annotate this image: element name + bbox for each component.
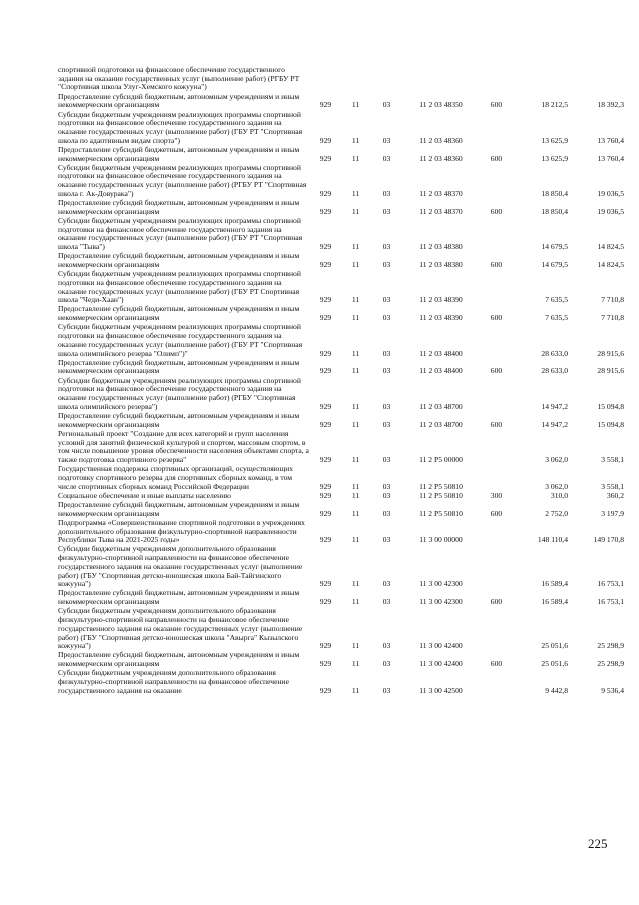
cell-rz: 11 xyxy=(351,366,360,376)
cell-vr: 600 xyxy=(490,259,503,269)
cell-ved: 929 xyxy=(319,597,332,607)
cell-name: Субсидии бюджетным учреждениям дополнительного образования физкультурно-спортивной направленности на финансовое обеспечение государственного задания на оказание xyxy=(58,668,289,695)
cell-name: Субсидии бюджетным учреждениям реализующих программы спортивной подготовки на финансовое обеспечение государственного задания на оказание государственных услуг (выполнение работ) (ГБУ РТ "Спортивная школа по адаптивным видам спорта") xyxy=(58,109,303,145)
table-row xyxy=(58,164,624,199)
cell-sum-1: 25 051,6 xyxy=(541,659,568,669)
cell-sum-1: 18 850,4 xyxy=(541,206,568,216)
cell-ved: 929 xyxy=(319,295,332,305)
table-row xyxy=(58,589,624,607)
page-number: 225 xyxy=(588,836,608,851)
cell-csr: 11 2 03 48700 xyxy=(419,401,463,411)
table-row xyxy=(58,501,624,519)
cell-rz: 11 xyxy=(351,242,360,252)
cell-sum-2: 19 036,5 xyxy=(597,188,624,198)
cell-pr: 03 xyxy=(382,153,391,163)
cell-sum-1 xyxy=(514,66,568,93)
cell-sum-2: 25 298,9 xyxy=(597,641,624,651)
table-row xyxy=(58,323,624,358)
cell-rz: 11 xyxy=(351,100,360,110)
cell-name: спортивной подготовки на финансовое обеспечение государственного задания на оказание государственных услуг (выполнение работ) (РГБУ РТ "Спортивная школа Улуг-Хемского кожууна") xyxy=(58,65,300,92)
cell-rz xyxy=(341,66,370,93)
cell-csr: 11 2 03 48350 xyxy=(419,100,463,110)
cell-sum-1: 18 850,4 xyxy=(541,188,568,198)
cell-csr: 11 2 P5 50810 xyxy=(419,481,463,491)
cell-csr: 11 2 03 48360 xyxy=(419,135,463,145)
cell-sum-1: 14 947,2 xyxy=(541,401,568,411)
table-row xyxy=(58,430,624,465)
table-row xyxy=(58,270,624,305)
cell-ved: 929 xyxy=(319,579,332,589)
cell-csr: 11 3 00 00000 xyxy=(419,535,463,545)
cell-vr: 600 xyxy=(490,313,503,323)
cell-pr: 03 xyxy=(382,206,391,216)
cell-pr: 03 xyxy=(382,100,391,110)
cell-vr: 600 xyxy=(490,206,503,216)
cell-sum-2: 14 824,5 xyxy=(597,242,624,252)
cell-sum-2: 14 824,5 xyxy=(597,259,624,269)
cell-vr xyxy=(479,519,514,546)
table-row xyxy=(58,359,624,377)
cell-vr xyxy=(479,377,514,412)
cell-pr: 03 xyxy=(382,481,391,491)
cell-pr: 03 xyxy=(382,135,391,145)
cell-name: Предоставление субсидий бюджетным, автономным учреждениям и иным некоммерческим организациям xyxy=(58,410,300,429)
cell-rz: 11 xyxy=(351,259,360,269)
cell-rz: 11 xyxy=(351,401,360,411)
cell-sum-2: 13 760,4 xyxy=(597,153,624,163)
cell-vr: 600 xyxy=(490,508,503,518)
cell-ved: 929 xyxy=(319,259,332,269)
cell-pr: 03 xyxy=(382,401,391,411)
cell-ved: 929 xyxy=(319,641,332,651)
cell-vr xyxy=(479,323,514,358)
cell-sum-1: 14 679,5 xyxy=(541,242,568,252)
cell-sum-1: 13 625,9 xyxy=(541,153,568,163)
cell-name: Субсидии бюджетным учреждениям реализующих программы спортивной подготовки на финансовое обеспечение государственного задания на оказание государственных услуг (выполнение работ) (ГБУ РТ "Спортивная школа "Тыва") xyxy=(58,215,303,252)
cell-pr: 03 xyxy=(382,490,391,500)
cell-ved: 929 xyxy=(319,490,332,500)
cell-ved: 929 xyxy=(319,535,332,545)
cell-ved: 929 xyxy=(319,206,332,216)
table-body xyxy=(58,66,624,696)
cell-pr: 03 xyxy=(382,659,391,669)
cell-rz: 11 xyxy=(351,641,360,651)
cell-ved: 929 xyxy=(319,481,332,491)
cell-rz: 11 xyxy=(351,508,360,518)
cell-sum-2: 149 170,8 xyxy=(593,535,624,545)
cell-rz: 11 xyxy=(351,153,360,163)
cell-sum-2: 9 536,4 xyxy=(601,685,624,695)
cell-pr: 03 xyxy=(382,295,391,305)
cell-sum-2: 7 710,8 xyxy=(601,313,624,323)
table-row xyxy=(58,217,624,252)
cell-sum-2: 15 094,8 xyxy=(597,419,624,429)
table-row xyxy=(58,651,624,669)
cell-sum-1: 3 062,0 xyxy=(545,481,568,491)
cell-csr: 11 2 03 48400 xyxy=(419,366,463,376)
cell-ved: 929 xyxy=(319,401,332,411)
cell-pr: 03 xyxy=(382,313,391,323)
cell-sum-2: 3 197,9 xyxy=(601,508,624,518)
cell-name: Предоставление субсидий бюджетным, автономным учреждениям и иным некоммерческим организациям xyxy=(58,650,300,669)
cell-vr: 600 xyxy=(490,366,503,376)
cell-csr: 11 2 03 48390 xyxy=(419,313,463,323)
table-row xyxy=(58,199,624,217)
cell-rz: 11 xyxy=(351,206,360,216)
cell-csr: 11 2 03 48360 xyxy=(419,153,463,163)
cell-pr: 03 xyxy=(382,597,391,607)
cell-rz: 11 xyxy=(351,659,360,669)
cell-vr: 600 xyxy=(490,659,503,669)
cell-ved: 929 xyxy=(319,188,332,198)
table-row xyxy=(58,146,624,164)
cell-vr xyxy=(479,164,514,199)
cell-name: Подпрограмма «Совершенствование спортивной подготовки в учреждениях дополнительного образования физкультурно-спортивной направленности Республики Тыва на 2021-2025 годы» xyxy=(58,517,305,545)
cell-pr: 03 xyxy=(382,259,391,269)
cell-name: Региональный проект "Создание для всех категорий и групп населения условий для занятий физической культурой и спортом, массовым спортом, в том числе повышение уровня обеспеченности населения объектами спорта, а также подготовка спортивного резерва" xyxy=(58,428,309,464)
cell-name: Предоставление субсидий бюджетным, автономным учреждениям и иным некоммерческим организациям xyxy=(58,304,300,323)
cell-rz: 11 xyxy=(351,295,360,305)
cell-csr: 11 3 00 42300 xyxy=(419,597,463,607)
table-row xyxy=(58,545,624,589)
cell-name: Предоставление субсидий бюджетным, автономным учреждениям и иным некоммерческим организациям xyxy=(58,251,300,269)
cell-pr: 03 xyxy=(382,641,391,651)
cell-sum-1: 16 589,4 xyxy=(541,579,568,589)
cell-csr: 11 2 03 48370 xyxy=(419,206,463,216)
cell-ved: 929 xyxy=(319,153,332,163)
cell-pr: 03 xyxy=(382,188,391,198)
cell-ved: 929 xyxy=(319,419,332,429)
cell-ved: 929 xyxy=(319,348,332,358)
table-row xyxy=(58,377,624,412)
table-row xyxy=(58,111,624,146)
cell-sum-1: 16 589,4 xyxy=(541,597,568,607)
cell-name: Предоставление субсидий бюджетным, автономным учреждениям и иным некоммерческим организациям xyxy=(58,198,300,216)
cell-ved: 929 xyxy=(319,685,332,695)
cell-name: Предоставление субсидий бюджетным, автономным учреждениям и иным некоммерческим организациям xyxy=(58,588,300,607)
cell-rz: 11 xyxy=(351,135,360,145)
cell-pr: 03 xyxy=(382,242,391,252)
cell-sum-1: 14 679,5 xyxy=(541,259,568,269)
cell-vr xyxy=(479,111,514,146)
cell-pr: 03 xyxy=(382,419,391,429)
cell-rz: 11 xyxy=(351,419,360,429)
cell-vr: 300 xyxy=(490,490,503,500)
cell-sum-2: 360,2 xyxy=(606,490,624,500)
cell-csr: 11 2 03 48380 xyxy=(419,259,463,269)
cell-sum-1: 9 442,8 xyxy=(545,685,568,695)
cell-pr: 03 xyxy=(382,366,391,376)
table-row xyxy=(58,669,624,696)
budget-table xyxy=(58,66,624,696)
cell-vr: 600 xyxy=(490,153,503,163)
cell-sum-1: 7 635,5 xyxy=(545,295,568,305)
table-row xyxy=(58,519,624,546)
cell-sum-1: 25 051,6 xyxy=(541,641,568,651)
cell-pr: 03 xyxy=(382,535,391,545)
cell-pr: 03 xyxy=(382,685,391,695)
cell-ved: 929 xyxy=(319,659,332,669)
cell-vr: 600 xyxy=(490,597,503,607)
cell-name: Государственная поддержка спортивных организаций, осуществляющих подготовку спортивного резерва для спортивных сборных команд, в том числе спортивных сборных команд Российской Федерации xyxy=(58,464,294,491)
cell-rz: 11 xyxy=(351,579,360,589)
cell-csr: 11 2 03 48390 xyxy=(419,295,463,305)
table-row xyxy=(58,412,624,430)
cell-sum-1: 310,0 xyxy=(550,490,568,500)
cell-vr xyxy=(479,545,514,589)
cell-vr xyxy=(479,465,514,492)
cell-sum-2: 15 094,8 xyxy=(597,401,624,411)
cell-sum-2: 25 298,9 xyxy=(597,659,624,669)
cell-vr xyxy=(479,66,514,93)
cell-vr: 600 xyxy=(490,419,503,429)
cell-sum-2: 3 558,1 xyxy=(601,454,624,464)
cell-vr xyxy=(479,607,514,651)
cell-name: Субсидии бюджетным учреждениям реализующих программы спортивной подготовки на финансовое обеспечение государственного задания на оказание государственных услуг (выполнение работ) (РГБУ "Спортивная школа олимпийского резерва") xyxy=(58,375,301,411)
cell-csr: 11 2 P5 50810 xyxy=(419,490,463,500)
table-row xyxy=(58,252,624,270)
table-row xyxy=(58,66,624,93)
cell-sum-2: 3 558,1 xyxy=(601,481,624,491)
cell-name: Предоставление субсидий бюджетным, автономным учреждениям и иным некоммерческим организациям xyxy=(58,144,300,163)
table-row xyxy=(58,465,624,492)
cell-sum-2: 16 753,1 xyxy=(597,597,624,607)
cell-name: Предоставление субсидий бюджетным, автономным учреждениям и иным некоммерческим организациям xyxy=(58,91,300,110)
cell-rz: 11 xyxy=(351,597,360,607)
cell-csr: 11 2 03 48400 xyxy=(419,348,463,358)
cell-csr: 11 3 00 42500 xyxy=(419,685,463,695)
cell-ved: 929 xyxy=(319,366,332,376)
cell-ved: 929 xyxy=(319,508,332,518)
cell-sum-2: 18 392,3 xyxy=(597,100,624,110)
cell-vr xyxy=(479,430,514,465)
cell-ved: 929 xyxy=(319,454,332,464)
cell-csr: 11 2 P5 00000 xyxy=(419,454,463,464)
cell-csr xyxy=(403,66,479,93)
cell-csr: 11 2 03 48380 xyxy=(419,242,463,252)
cell-pr xyxy=(370,66,403,93)
cell-pr: 03 xyxy=(382,348,391,358)
cell-name: Социальное обеспечение и иные выплаты населению xyxy=(58,490,231,500)
cell-ved: 929 xyxy=(319,100,332,110)
cell-sum-2: 13 760,4 xyxy=(597,135,624,145)
cell-pr: 03 xyxy=(382,454,391,464)
table-row xyxy=(58,93,624,111)
cell-csr: 11 2 P5 50810 xyxy=(419,508,463,518)
cell-sum-2: 28 915,6 xyxy=(597,348,624,358)
cell-ved: 929 xyxy=(319,313,332,323)
cell-sum-2: 16 753,1 xyxy=(597,579,624,589)
cell-name: Субсидии бюджетным учреждениям дополнительного образования физкультурно-спортивной направленности на финансовое обеспечение государственного задания на оказание государственных услуг (выполнение работ) (ГБУ "Спортивная детско-юношеская школа "Авырга" Кызылского кожууна") xyxy=(58,606,303,651)
cell-rz: 11 xyxy=(351,685,360,695)
cell-sum-2: 7 710,8 xyxy=(601,295,624,305)
cell-rz: 11 xyxy=(351,481,360,491)
cell-sum-1: 3 062,0 xyxy=(545,454,568,464)
cell-vr xyxy=(479,270,514,305)
cell-vr xyxy=(479,669,514,696)
cell-rz: 11 xyxy=(351,535,360,545)
cell-ved: 929 xyxy=(319,135,332,145)
table-row xyxy=(58,607,624,651)
cell-csr: 11 3 00 42400 xyxy=(419,659,463,669)
cell-sum-2 xyxy=(568,66,624,93)
cell-sum-1: 13 625,9 xyxy=(541,135,568,145)
cell-sum-1: 28 633,0 xyxy=(541,348,568,358)
cell-ved: 929 xyxy=(319,242,332,252)
cell-name: Субсидии бюджетным учреждениям реализующих программы спортивной подготовки на финансовое обеспечение государственного задания на оказание государственных услуг (выполнение работ) (ГБУ РТ Спортивная школа "Чеди-Хаан") xyxy=(58,269,301,305)
cell-sum-1: 7 635,5 xyxy=(545,313,568,323)
cell-rz: 11 xyxy=(351,313,360,323)
cell-vr xyxy=(479,217,514,252)
cell-csr: 11 3 00 42300 xyxy=(419,579,463,589)
cell-name: Субсидии бюджетным учреждениям дополнительного образования физкультурно-спортивной направленности на финансовое обеспечение государственного задания на оказание государственных услуг (выполнение работ) (ГБУ "Спортивная детско-юношеская школа Бай-Тайгинского кожууна") xyxy=(58,544,303,589)
cell-pr: 03 xyxy=(382,508,391,518)
cell-sum-1: 28 633,0 xyxy=(541,366,568,376)
cell-csr: 11 2 03 48700 xyxy=(419,419,463,429)
cell-name: Предоставление субсидий бюджетным, автономным учреждениям и иным некоммерческим организациям xyxy=(58,499,300,518)
cell-pr: 03 xyxy=(382,579,391,589)
cell-sum-2: 28 915,6 xyxy=(597,366,624,376)
cell-name: Субсидии бюджетным учреждениям реализующих программы спортивной подготовки на финансовое обеспечение государственного задания на оказание государственных услуг (выполнение работ) (РГБУ РТ "Спортивная школа г. Ак-Довурака") xyxy=(58,162,307,198)
cell-sum-2: 19 036,5 xyxy=(597,206,624,216)
cell-ved xyxy=(310,66,341,93)
cell-name: Субсидии бюджетным учреждениям реализующих программы спортивной подготовки на финансовое обеспечение государственного задания на оказание государственных услуг (выполнение работ) (ГБУ РТ "Спортивная школа олимпийского резерва "Олимп")" xyxy=(58,322,303,358)
cell-vr: 600 xyxy=(490,100,503,110)
cell-sum-1: 18 212,5 xyxy=(541,100,568,110)
cell-sum-1: 2 752,0 xyxy=(545,508,568,518)
cell-rz: 11 xyxy=(351,188,360,198)
table-row xyxy=(58,305,624,323)
cell-csr: 11 2 03 48370 xyxy=(419,188,463,198)
cell-rz: 11 xyxy=(351,454,360,464)
cell-name: Предоставление субсидий бюджетным, автономным учреждениям и иным некоммерческим организациям xyxy=(58,357,300,376)
cell-csr: 11 3 00 42400 xyxy=(419,641,463,651)
cell-sum-1: 148 110,4 xyxy=(537,535,568,545)
cell-rz: 11 xyxy=(351,490,360,500)
cell-rz: 11 xyxy=(351,348,360,358)
cell-sum-1: 14 947,2 xyxy=(541,419,568,429)
